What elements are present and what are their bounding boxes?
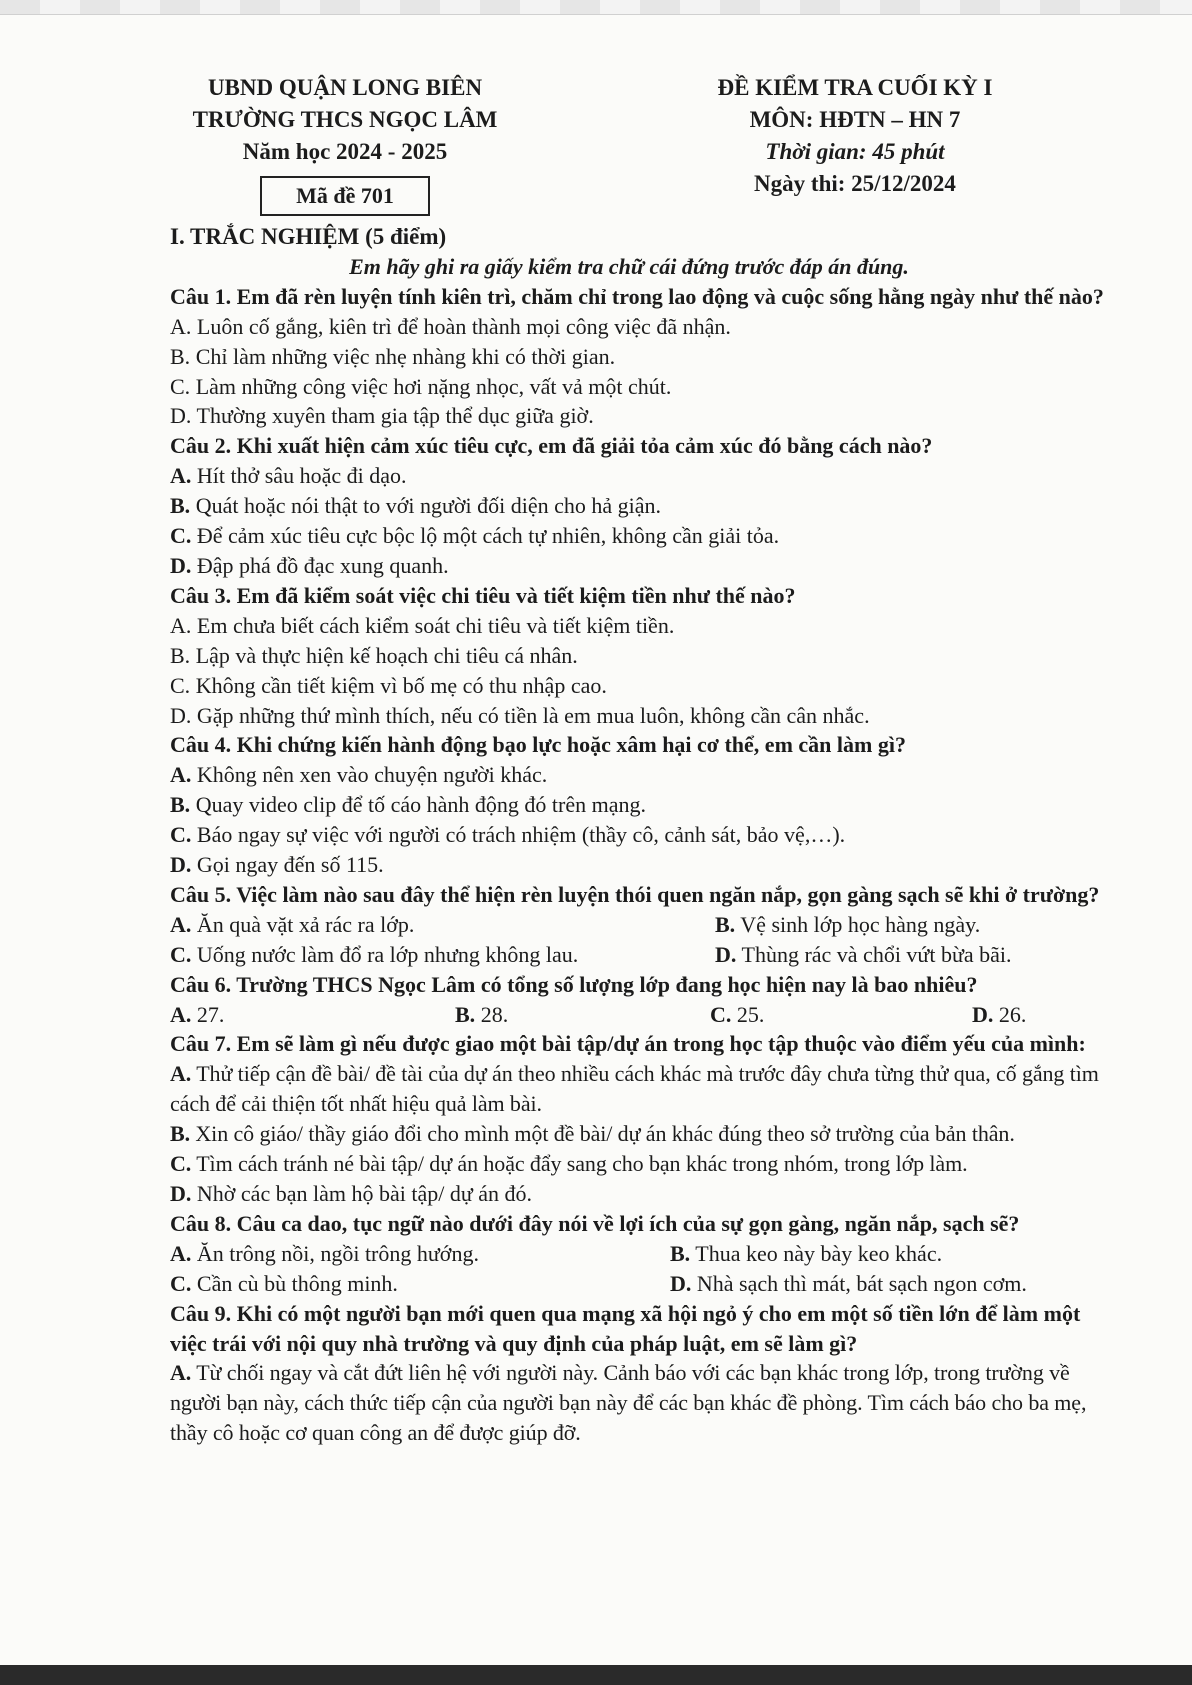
answer-option: A. 27. bbox=[170, 1001, 225, 1027]
question bbox=[170, 431, 1118, 581]
answer-option: B. Lập và thực hiện kế hoạch chi tiêu cá nhân. bbox=[170, 642, 578, 668]
answer-option: A. Em chưa biết cách kiểm soát chi tiêu và tiết kiệm tiền. bbox=[170, 612, 675, 638]
exam-content bbox=[170, 222, 1118, 1448]
section-title: I. TRẮC NGHIỆM (5 điểm) bbox=[170, 224, 447, 249]
answer-option: B. Quay video clip để tố cáo hành động đó trên mạng. bbox=[170, 792, 646, 818]
question bbox=[170, 730, 1118, 880]
answer-option: D. Nhờ các bạn làm hộ bài tập/ dự án đó. bbox=[170, 1181, 533, 1206]
answer-option: A. Hít thở sâu hoặc đi dạo. bbox=[170, 463, 407, 489]
question-number: Câu 4. bbox=[170, 732, 232, 758]
answer-option: B. Vệ sinh lớp học hàng ngày. bbox=[715, 911, 981, 937]
question bbox=[170, 1299, 1118, 1449]
exam-code-box: Mã đề 701 bbox=[260, 176, 430, 216]
question bbox=[170, 1209, 1118, 1299]
answer-option: C. Uống nước làm đổ ra lớp nhưng không lau. bbox=[170, 941, 579, 967]
question-number: Câu 5. bbox=[170, 881, 232, 907]
answer-option: D. Thùng rác và chổi vứt bừa bãi. bbox=[715, 941, 1012, 967]
question-text: Câu 4. Khi chứng kiến hành động bạo lực hoặc xâm hại cơ thể, em cần làm gì? bbox=[170, 732, 906, 758]
exam-date: Ngày thi: 25/12/2024 bbox=[754, 171, 956, 196]
question-number: Câu 3. bbox=[170, 582, 232, 608]
question-number: Câu 1. bbox=[170, 283, 232, 309]
question-text: Câu 8. Câu ca dao, tục ngữ nào dưới đây nói về lợi ích của sự gọn gàng, ngăn nắp, sạch sẽ? bbox=[170, 1210, 1020, 1236]
question bbox=[170, 282, 1118, 432]
exam-duration: Thời gian: 45 phút bbox=[765, 139, 945, 164]
question-number: Câu 9. bbox=[170, 1300, 232, 1326]
answer-option: C. Cần cù bù thông minh. bbox=[170, 1270, 398, 1296]
question-text: Câu 1. Em đã rèn luyện tính kiên trì, chăm chỉ trong lao động và cuộc sống hằng ngày như thế nào? bbox=[170, 283, 1104, 309]
answer-option: B. Xin cô giáo/ thầy giáo đổi cho mình một đề bài/ dự án khác đúng theo sở trường của bản thân. bbox=[170, 1121, 1015, 1147]
scan-edge-top bbox=[0, 0, 1192, 15]
answer-option: C. Làm những công việc hơi nặng nhọc, vất vả một chút. bbox=[170, 373, 672, 399]
answer-option: D. Gọi ngay đến số 115. bbox=[170, 852, 384, 878]
exam-subject: MÔN: HĐTN – HN 7 bbox=[749, 107, 961, 132]
answer-option: C. Báo ngay sự việc với người có trách nhiệm (thầy cô, cảnh sát, bảo vệ,…). bbox=[170, 822, 846, 848]
question-number: Câu 7. bbox=[170, 1031, 232, 1057]
answer-option: D. Đập phá đồ đạc xung quanh. bbox=[170, 552, 449, 578]
question-text: Câu 6. Trường THCS Ngọc Lâm có tổng số lượng lớp đang học hiện nay là bao nhiêu? bbox=[170, 971, 978, 997]
answer-option: B. 28. bbox=[455, 1001, 509, 1027]
school-header bbox=[150, 72, 540, 216]
answer-option: A. Ăn quà vặt xả rác ra lớp. bbox=[170, 911, 415, 937]
answer-option: D. Nhà sạch thì mát, bát sạch ngon cơm. bbox=[670, 1270, 1027, 1296]
question-number: Câu 6. bbox=[170, 971, 232, 997]
answer-option: A. Từ chối ngay và cắt đứt liên hệ với người này. Cảnh báo với các bạn khác trong lớp, trong trường về người bạn này, cách thức tiếp cận của người bạn này để các bạn khác đề phòng. Tìm cách báo cho ba mẹ, thầy cô hoặc cơ quan công an để được giúp đỡ. bbox=[170, 1360, 1087, 1446]
question-number: Câu 2. bbox=[170, 433, 232, 459]
district-name: UBND QUẬN LONG BIÊN bbox=[207, 75, 483, 100]
question bbox=[170, 970, 1118, 1030]
answer-option: B. Chỉ làm những việc nhẹ nhàng khi có thời gian. bbox=[170, 343, 616, 369]
school-name: TRƯỜNG THCS NGỌC LÂM bbox=[192, 107, 498, 132]
question-text: Câu 7. Em sẽ làm gì nếu được giao một bài tập/dự án trong học tập thuộc vào điểm yếu của mình: bbox=[170, 1031, 1086, 1057]
exam-header bbox=[660, 72, 1050, 200]
answer-option: C. Không cần tiết kiệm vì bố mẹ có thu nhập cao. bbox=[170, 672, 607, 698]
answer-option: B. Quát hoặc nói thật to với người đối diện cho hả giận. bbox=[170, 493, 662, 519]
answer-option: A. Không nên xen vào chuyện người khác. bbox=[170, 762, 548, 788]
answer-option: C. Tìm cách tránh né bài tập/ dự án hoặc đẩy sang cho bạn khác trong nhóm, trong lớp làm. bbox=[170, 1151, 968, 1177]
instruction: Em hãy ghi ra giấy kiểm tra chữ cái đứng trước đáp án đúng. bbox=[349, 253, 909, 279]
exam-title: ĐỀ KIỂM TRA CUỐI KỲ I bbox=[717, 75, 993, 100]
answer-option: A. Luôn cố gắng, kiên trì để hoàn thành mọi công việc đã nhận. bbox=[170, 313, 731, 339]
school-year: Năm học 2024 - 2025 bbox=[242, 139, 448, 164]
answer-option: D. 26. bbox=[972, 1001, 1027, 1027]
question-number: Câu 8. bbox=[170, 1210, 232, 1236]
question-text: Câu 3. Em đã kiểm soát việc chi tiêu và tiết kiệm tiền như thế nào? bbox=[170, 582, 796, 608]
question-text: Câu 9. Khi có một người bạn mới quen qua mạng xã hội ngỏ ý cho em một số tiền lớn để làm một việc trái với nội quy nhà trường và quy định của pháp luật, em sẽ làm gì? bbox=[170, 1300, 1081, 1356]
answer-option: B. Thua keo này bày keo khác. bbox=[670, 1240, 943, 1266]
question bbox=[170, 880, 1118, 970]
answer-option: C. Để cảm xúc tiêu cực bộc lộ một cách tự nhiên, không cần giải tỏa. bbox=[170, 523, 780, 549]
answer-option: A. Ăn trông nồi, ngồi trông hướng. bbox=[170, 1240, 479, 1266]
scan-edge-bottom bbox=[0, 1665, 1192, 1685]
answer-option: C. 25. bbox=[710, 1001, 765, 1027]
answer-option: A. Thử tiếp cận đề bài/ đề tài của dự án theo nhiều cách khác mà trước đây chưa từng thử qua, cố gắng tìm cách để cải thiện tốt nhất hiệu quả làm bài. bbox=[170, 1061, 1099, 1117]
question bbox=[170, 581, 1118, 731]
question-text: Câu 5. Việc làm nào sau đây thể hiện rèn luyện thói quen ngăn nắp, gọn gàng sạch sẽ khi ở trường? bbox=[170, 881, 1100, 907]
question-text: Câu 2. Khi xuất hiện cảm xúc tiêu cực, em đã giải tỏa cảm xúc đó bằng cách nào? bbox=[170, 433, 933, 459]
question bbox=[170, 1029, 1118, 1208]
answer-option: D. Gặp những thứ mình thích, nếu có tiền là em mua luôn, không cần cân nhắc. bbox=[170, 702, 870, 728]
answer-option: D. Thường xuyên tham gia tập thể dục giữa giờ. bbox=[170, 403, 594, 429]
